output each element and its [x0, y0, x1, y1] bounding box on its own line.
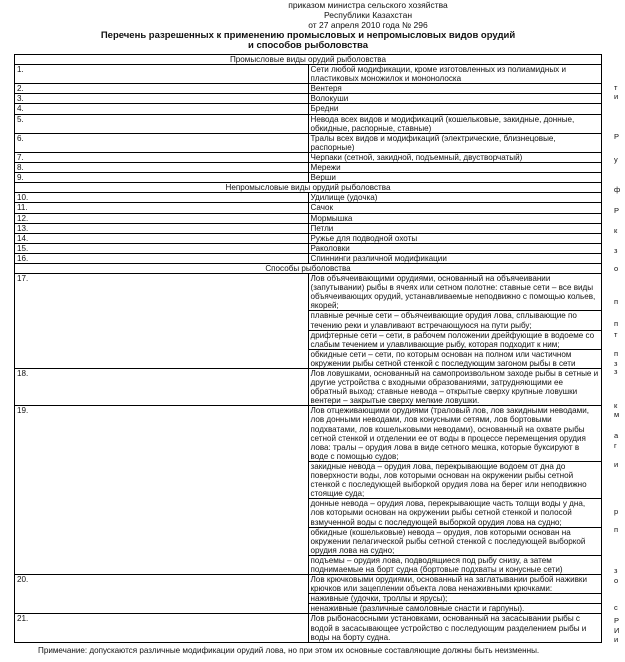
margin-letter: п: [614, 297, 619, 306]
row-text-cell: [308, 243, 602, 253]
margin-letter: з: [614, 367, 618, 376]
row-text: Спиннинги различной модификации: [310, 253, 447, 263]
row-number: 2.: [15, 84, 309, 94]
row-number: 10.: [15, 193, 309, 203]
row-text: ненаживные (различные самоловные снасти и гарпуны).: [309, 603, 602, 613]
margin-letter: и: [614, 460, 619, 469]
row-text: Лов ловушками, основанный на самопроизвольном заходе рыбы в сетные и другие устройства с входными образованиями, затрудняющими ее обратный выход: ставные невода – открытые сверху крупные ловушки вентери – закрытые сверху мелкие ловушки.: [310, 369, 599, 406]
margin-letter: р: [614, 507, 619, 516]
row-text-cell: [308, 104, 602, 114]
row-text-cell: [308, 94, 602, 104]
row-text: Раколовки: [310, 243, 350, 253]
row-text: Лов рыбонасосными установками, основанный на засасывании рыбы с водой в засасывающее устройство с последующим разделением рыбы и воды на борту судна.: [310, 614, 587, 642]
row-text: Невода всех видов и модификаций (кошельковые, закидные, донные, обкидные, распорные, ставные): [310, 114, 575, 133]
row-number: 15.: [15, 243, 309, 253]
margin-letter: т: [614, 83, 618, 92]
row-text-cell: [308, 223, 602, 233]
section-heading: Промысловые виды орудий рыболовства: [15, 55, 602, 65]
table-row: [15, 114, 602, 133]
row-text: плавные речные сети – объячеивающие орудия лова, сплывающие по течению реки и улавливают встречающуюся на пути рыбу;: [309, 310, 602, 329]
margin-letter: к: [614, 226, 618, 235]
row-number: 11.: [15, 203, 309, 213]
margin-letter: о: [614, 576, 619, 585]
header-line: Республики Казахстан: [323, 10, 413, 20]
section-row: [15, 263, 602, 273]
row-text: обкидные (кошельковые) невода – орудия, лов которыми основан на окружении пелагической рыбы сетной стенкой с последующей выборкой орудия лова на судно;: [309, 527, 602, 555]
row-number: 5.: [15, 114, 309, 133]
row-text-cell: [308, 193, 602, 203]
table-row: [15, 369, 602, 406]
row-number: 6.: [15, 133, 309, 152]
margin-letter: м: [614, 410, 620, 419]
table-row: [15, 614, 602, 642]
row-text-cell: [308, 114, 602, 133]
table-row: [15, 173, 602, 183]
table-row: [15, 253, 602, 263]
row-text-cell: [308, 614, 602, 642]
row-text-cell: [308, 152, 602, 162]
title-line: и способов рыболовства: [247, 40, 369, 51]
row-number: 16.: [15, 253, 309, 263]
row-text-cell: [308, 65, 602, 84]
row-number: 1.: [15, 65, 309, 84]
margin-letter: а: [614, 431, 619, 440]
margin-letter: с: [614, 603, 618, 612]
row-text: Петли: [310, 223, 334, 233]
row-text: Лов крючковыми орудиями, основанный на заглатывании рыбой наживки крючков или зацеплении объекта лова ненаживными крючками:: [310, 575, 587, 594]
row-number: 19.: [15, 406, 309, 575]
row-text: Бредни: [310, 104, 339, 114]
margin-letter: И: [614, 626, 620, 635]
row-text: Волокуши: [310, 94, 349, 104]
section-row: [15, 183, 602, 193]
table-row: [15, 65, 602, 84]
header-line: от 27 апреля 2010 года № 296: [308, 20, 428, 30]
margin-letter: п: [614, 319, 619, 328]
margin-letter: Р: [614, 616, 620, 625]
margin-letter: з: [614, 566, 618, 575]
row-text: Черпаки (сетной, закидной, подъемный, двустворчатый): [310, 152, 523, 162]
row-text: обкидные сети – сети, по которым основан на полном или частичном окружении рыбы сетной стенкой с последующим загоном рыбы в сети: [309, 349, 602, 368]
row-text-cell: [308, 163, 602, 173]
row-number: 3.: [15, 94, 309, 104]
margin-letter: Р: [614, 132, 620, 141]
margin-letter: п: [614, 525, 619, 534]
margin-letter: у: [614, 155, 618, 164]
row-text-cell: [308, 173, 602, 183]
margin-letter: о: [614, 264, 619, 273]
margin-letter: к: [614, 401, 618, 410]
row-text: Лов объячеивающими орудиями, основанный на объячеивании (запутывании) рыбы в ячеях или сетном полотне: ставные сети – все виды объячеивающих орудий, устанавливаемые неподвижно с помощью кольев, якорей;: [310, 274, 596, 311]
row-number: 20.: [15, 575, 309, 614]
row-text: Мормышка: [310, 213, 353, 223]
table-row: [15, 152, 602, 162]
document-page: [14, 0, 602, 655]
row-text-cell: [308, 274, 602, 369]
cropped-right-margin: [614, 0, 625, 662]
row-text: Сачок: [310, 203, 334, 213]
table-row: [15, 406, 602, 575]
row-number: 9.: [15, 173, 309, 183]
header-line: приказом министра сельского хозяйства: [288, 0, 448, 10]
row-text: Лов отцеживающими орудиями (траловый лов, лов закидными неводами, лов донными неводами, лов конусными сетями, лов бортовыми подхватами, лов кошельковыми неводами), основанный на охвате рыбы сетной стенкой и отделении ее от воды в процессе перемещения орудия лова: тралы – орудия лова в виде сетного мешка, которые буксируют в воде с помощью судов;: [310, 406, 589, 461]
table-row: [15, 84, 602, 94]
margin-letter: ф: [614, 185, 621, 194]
row-text-cell: [308, 84, 602, 94]
row-text: донные невода – орудия лова, перекрывающие часть толщи воды у дна, лов которыми основан на окружении рыбы сетной стенкой и полосой взмученной воды с последующей выборкой орудия лова на судно;: [309, 498, 602, 526]
section-heading: Непромысловые виды орудий рыболовства: [15, 183, 602, 193]
table-row: [15, 203, 602, 213]
margin-letter: з: [614, 246, 618, 255]
margin-letter: з: [614, 359, 618, 368]
row-text: Сети любой модификации, кроме изготовленных из полиамидных и пластиковых моножилок и мононолоска: [310, 65, 567, 84]
row-text-cell: [308, 203, 602, 213]
margin-letter: т: [614, 330, 618, 339]
row-number: 18.: [15, 369, 309, 406]
margin-letter: и: [614, 92, 619, 101]
row-text-cell: [308, 233, 602, 243]
table-row: [15, 133, 602, 152]
table-row: [15, 163, 602, 173]
row-number: 12.: [15, 213, 309, 223]
margin-letter: г: [614, 441, 617, 450]
row-text: Верши: [310, 173, 336, 183]
row-number: 17.: [15, 274, 309, 369]
row-text: Ружье для подводной охоты: [310, 233, 418, 243]
row-text: Мережи: [310, 163, 341, 173]
section-row: [15, 55, 602, 65]
table-row: [15, 223, 602, 233]
row-number: 4.: [15, 104, 309, 114]
row-text: закидные невода – орудия лова, перекрывающие водоем от дна до поверхности воды, лов которыми основан на окружении рыбы сетной стенкой с последующей выборкой орудия лова на берег или неподвижно стоящие суда;: [309, 461, 602, 498]
table-row: [15, 274, 602, 369]
row-number: 21.: [15, 614, 309, 642]
gear-table: [14, 54, 602, 643]
row-text-cell: [308, 133, 602, 152]
row-text: подъемы – орудия лова, подводящиеся под рыбу снизу, а затем поднимаемые на борт судна (бортовые подхваты и конусные сети): [309, 555, 602, 574]
table-row: [15, 94, 602, 104]
approval-header: [134, 0, 602, 30]
table-row: [15, 104, 602, 114]
row-number: 8.: [15, 163, 309, 173]
row-text: дрифтерные сети – сети, в рабочем положении дрейфующие в водоеме со слабым течением и улавливающие рыбу, которая подходит к ним;: [309, 330, 602, 349]
row-number: 7.: [15, 152, 309, 162]
row-text-cell: [308, 213, 602, 223]
margin-letter: п: [614, 349, 619, 358]
table-row: [15, 575, 602, 614]
row-text-cell: [308, 253, 602, 263]
table-row: [15, 213, 602, 223]
note: Примечание: допускаются различные модификации орудий лова, но при этом их основные составляющие должны быть неизменны.: [38, 645, 540, 655]
row-text: Удилище (удочка): [310, 193, 378, 203]
title-line: Перечень разрешенных к применению промысловых и непромысловых видов орудий: [100, 30, 516, 41]
row-text: Тралы всех видов и модификаций (электрические, близнецовые, распорные): [310, 133, 556, 152]
row-number: 14.: [15, 233, 309, 243]
row-text-cell: [308, 406, 602, 575]
margin-letter: и: [614, 635, 619, 644]
table-row: [15, 233, 602, 243]
row-text-cell: [308, 369, 602, 406]
table-row: [15, 243, 602, 253]
table-row: [15, 193, 602, 203]
row-number: 13.: [15, 223, 309, 233]
section-heading: Способы рыболовства: [15, 263, 602, 273]
margin-letter: Р: [614, 206, 620, 215]
row-text: Вентеря: [310, 84, 342, 94]
document-title: [14, 31, 602, 51]
row-text-cell: [308, 575, 602, 614]
row-text: наживные (удочки, троллы и ярусы);: [309, 593, 602, 603]
